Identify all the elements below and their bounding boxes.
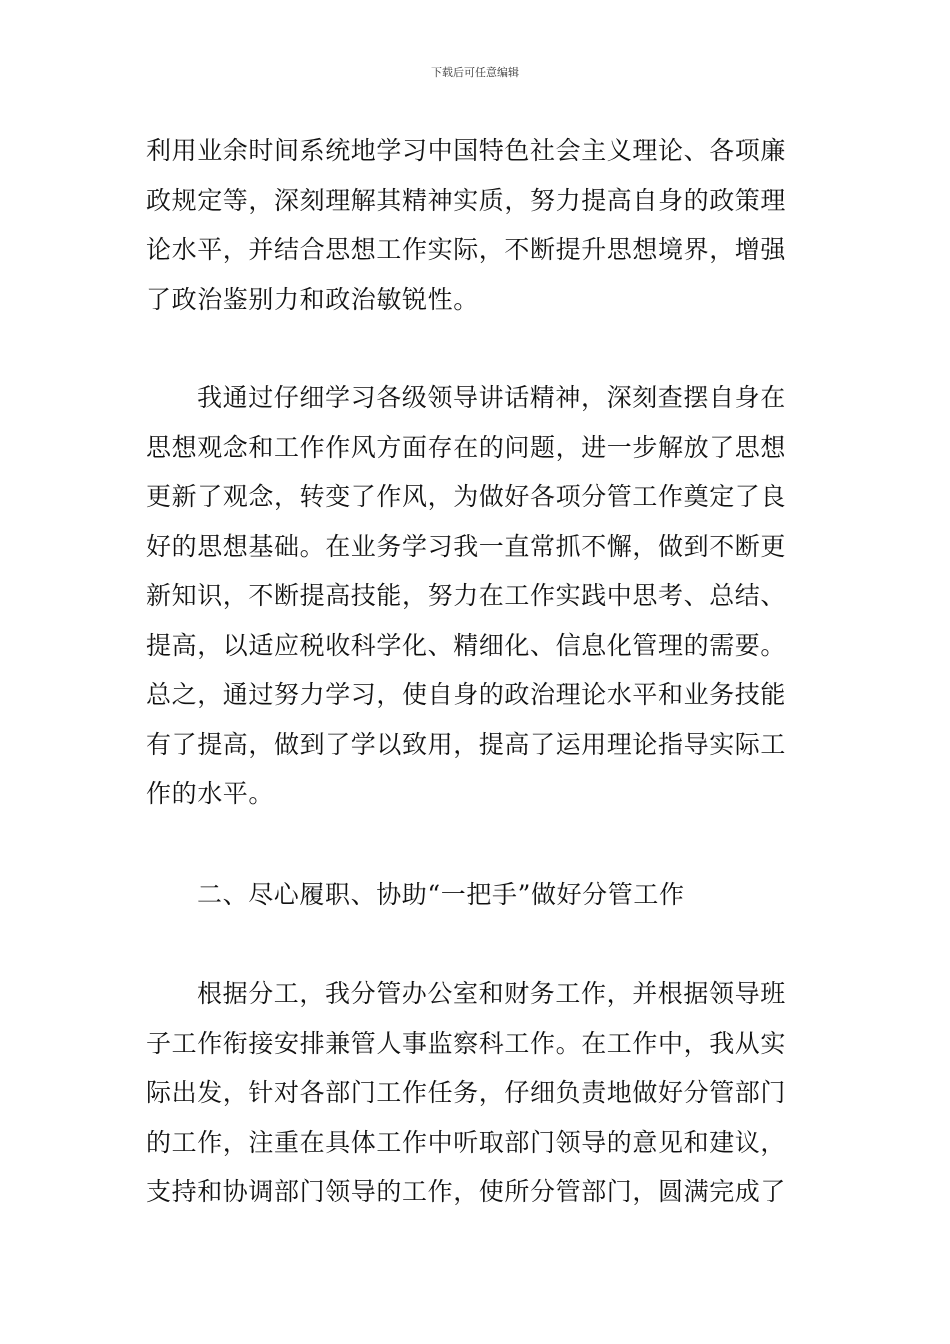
section-heading xyxy=(146,870,808,920)
text-line: 际出发，针对各部门工作任务，仔细负责地做好分管部门 xyxy=(146,1078,787,1107)
text-line: 作的水平。 xyxy=(146,779,275,808)
text-line: 子工作衔接安排兼管人事监察科工作。在工作中，我从实 xyxy=(146,1028,787,1058)
text-line: 总之，通过努力学习，使自身的政治理论水平和业务技能 xyxy=(146,680,787,709)
text-line: 支持和协调部门领导的工作，使所分管部门，圆满完成了 xyxy=(146,1177,787,1206)
text-line: 提高，以适应税收科学化、精细化、信息化管理的需要。 xyxy=(146,630,787,660)
text-line: 利用业余时间系统地学习中国特色社会主义理论、各项廉 xyxy=(146,136,787,165)
text-line: 新知识，不断提高技能，努力在工作实践中思考、总结、 xyxy=(146,581,787,610)
text-line: 更新了观念，转变了作风，为做好各项分管工作奠定了良 xyxy=(146,482,787,511)
text-line: 了政治鉴别力和政治敏锐性。 xyxy=(146,284,479,314)
text-line: 我通过仔细学习各级领导讲话精神，深刻查摆自身在 xyxy=(197,383,786,412)
text-line: 思想观念和工作作风方面存在的问题，进一步解放了思想 xyxy=(146,432,787,462)
header-note: 下载后可任意编辑 xyxy=(431,66,519,79)
text-line: 好的思想基础。在业务学习我一直常抓不懈，做到不断更 xyxy=(146,531,787,561)
paragraph-3 xyxy=(146,969,808,1217)
text-line: 根据分工，我分管办公室和财务工作，并根据领导班 xyxy=(197,979,786,1008)
paragraph-2 xyxy=(146,373,808,819)
text-line: 有了提高，做到了学以致用，提高了运用理论指导实际工 xyxy=(146,729,787,759)
paragraph-1 xyxy=(146,126,808,324)
text-line: 的工作，注重在具体工作中听取部门领导的意见和建议， xyxy=(146,1127,787,1157)
text-line: 论水平，并结合思想工作实际，不断提升思想境界，增强 xyxy=(146,235,787,264)
text-line: 政规定等，深刻理解其精神实质，努力提高自身的政策理 xyxy=(146,185,787,215)
heading-line: 二、尽心履职、协助“一把手”做好分管工作 xyxy=(197,880,685,909)
